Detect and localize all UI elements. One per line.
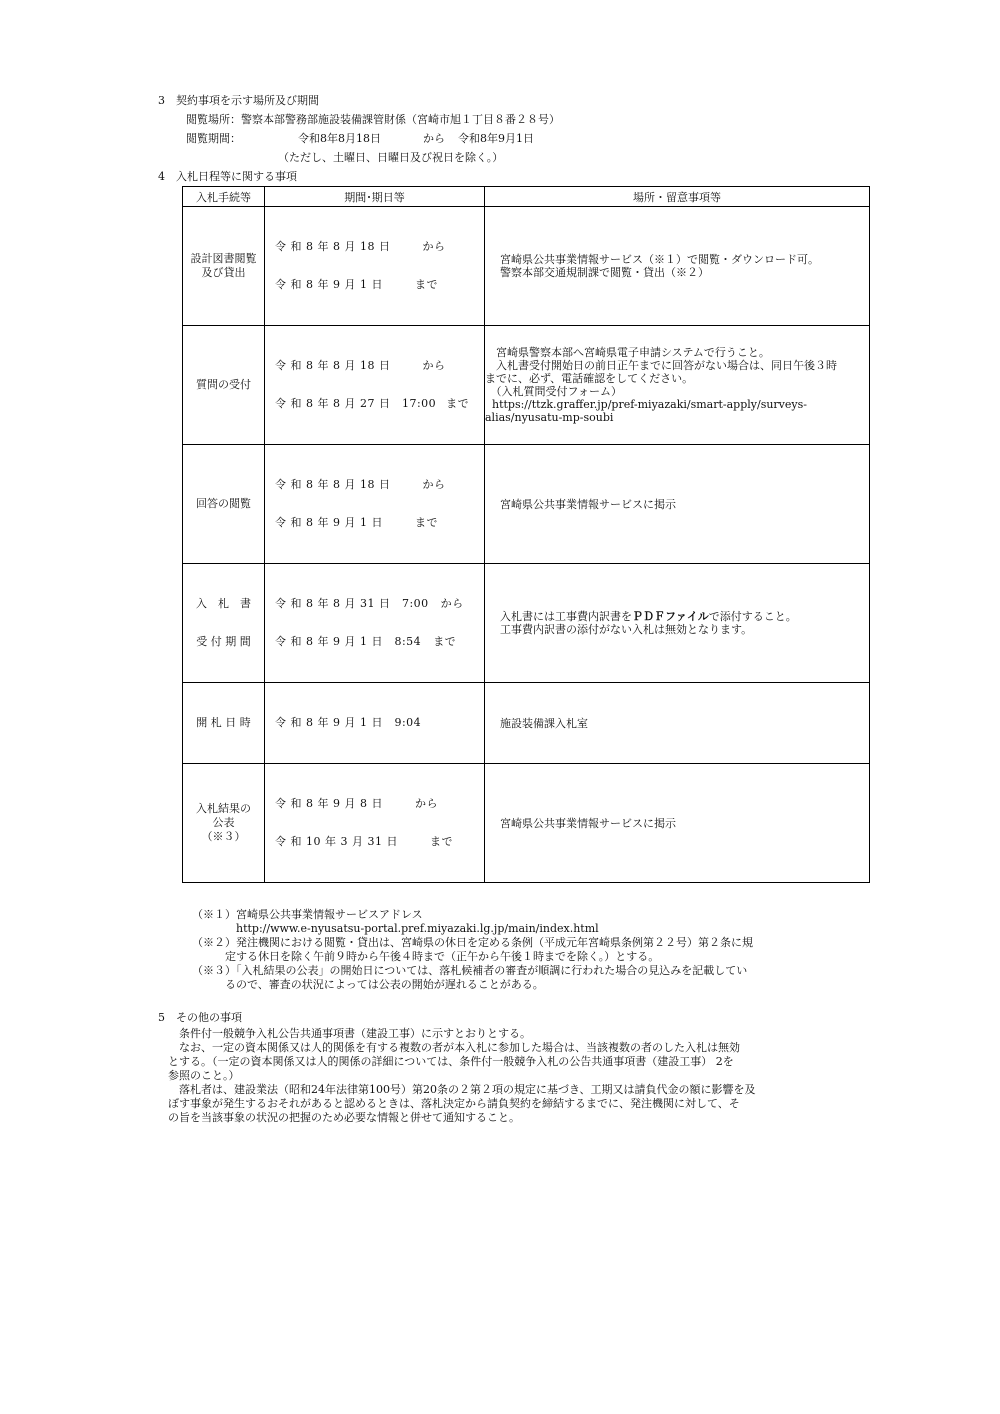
period-cell: 令 和 8 年 9 月 1 日 9:04 bbox=[265, 683, 485, 764]
procedure-cell: 設計図書閲覧 及び貸出 bbox=[183, 207, 265, 326]
notes-cell: 宮崎県公共事業情報サービスに掲示 bbox=[485, 445, 870, 564]
period-cell: 令 和 8 年 8 月 31 日 7:00 から 令 和 8 年 9 月 1 日 8:54 まで bbox=[265, 564, 485, 683]
table-row bbox=[183, 207, 870, 326]
notes-cell: 施設装備課入札室 bbox=[485, 683, 870, 764]
schedule-header-row bbox=[183, 187, 870, 207]
procedure-cell: 質問の受付 bbox=[183, 326, 265, 445]
section3-heading: 3 契約事項を示す場所及び期間 bbox=[158, 94, 319, 107]
notes-cell: 入札書には工事費内訳書をＰＤＦファイルで添付すること。 工事費内訳書の添付がない入札は無効となります。 bbox=[485, 564, 870, 683]
table-row bbox=[183, 445, 870, 564]
inspection-period-note: （ただし、土曜日、日曜日及び祝日を除く。） bbox=[278, 151, 504, 164]
inspection-period-to: 令和8年9月1日 bbox=[458, 132, 534, 145]
header-notes: 場所・留意事項等 bbox=[485, 187, 870, 207]
procedure-cell: 入札結果の 公表 （※３） bbox=[183, 764, 265, 883]
procedure-cell: 回答の閲覧 bbox=[183, 445, 265, 564]
notes-cell: 宮崎県警察本部へ宮崎県電子申請システムで行うこと。 入札書受付開始日の前日正午までに回答がない場合は、同日午後３時 までに、必ず、電話確認をしてください。 （入札質問受付フォーム） https://ttzk.graffer.jp/pref-miyazaki/smart-apply/surveys- alias/nyusatu-mp-soubi bbox=[485, 326, 870, 445]
period-cell: 令 和 8 年 8 月 18 日 から 令 和 8 年 9 月 1 日 まで bbox=[265, 445, 485, 564]
table-row bbox=[183, 326, 870, 445]
footnote-1-url[interactable]: http://www.e-nyusatsu-portal.pref.miyazaki.lg.jp/main/index.html bbox=[192, 922, 599, 935]
section5-line: 落札者は、建設業法（昭和24年法律第100号）第20条の２第２項の規定に基づき、工期又は請負代金の額に影響を及 bbox=[168, 1083, 756, 1096]
header-procedure: 入札手続等 bbox=[183, 187, 265, 207]
procedure-cell: 入 札 書 受 付 期 間 bbox=[183, 564, 265, 683]
section5-heading: 5 その他の事項 bbox=[158, 1011, 242, 1024]
schedule-table bbox=[182, 186, 870, 883]
pdf-emphasis: ＰＤＦファイル bbox=[632, 610, 709, 623]
period-cell: 令 和 8 年 9 月 8 日 から 令 和 10 年 3 月 31 日 まで bbox=[265, 764, 485, 883]
inspection-period-sep: から bbox=[423, 132, 445, 145]
inspection-period-label: 閲覧期間： bbox=[186, 132, 241, 145]
section5-line: なお、一定の資本関係又は人的関係を有する複数の者が本入札に参加した場合は、当該複数の者のした入札は無効 bbox=[168, 1041, 740, 1054]
notes-cell: 宮崎県公共事業情報サービスに掲示 bbox=[485, 764, 870, 883]
footnote-2-cont: 定する休日を除く午前９時から午後４時まで（正午から午後１時までを除く。）とする。 bbox=[192, 950, 660, 963]
inquiry-form-url[interactable]: https://ttzk.graffer.jp/pref-miyazaki/smart-apply/surveys- bbox=[485, 398, 807, 411]
section5-line: の旨を当該事象の状況の把握のため必要な情報と併せて通知すること。 bbox=[168, 1111, 520, 1124]
section5-line: 参照のこと。） bbox=[168, 1069, 240, 1082]
section5-line: 条件付一般競争入札公告共通事項書（建設工事）に示すとおりとする。 bbox=[168, 1027, 531, 1040]
section5-line: とする。（一定の資本関係又は人的関係の詳細については、条件付一般競争入札の公告共通事項書（建設工事） 2を bbox=[168, 1055, 734, 1068]
footnote-2: （※２）発注機関における閲覧・貸出は、宮崎県の休日を定める条例（平成元年宮崎県条例第２２号）第２条に規 bbox=[192, 936, 753, 949]
inquiry-form-url-cont[interactable]: alias/nyusatu-mp-soubi bbox=[485, 411, 614, 424]
header-period: 期間･期日等 bbox=[265, 187, 485, 207]
footnote-3: （※３）「入札結果の公表」の開始日については、落札候補者の審査が順調に行われた場合の見込みを記載してい bbox=[192, 964, 748, 977]
inspection-place-value: 警察本部警務部施設装備課管財係（宮崎市旭１丁目８番２８号） bbox=[241, 113, 560, 126]
inspection-place bbox=[186, 113, 560, 127]
footnote-3-cont: るので、審査の状況によっては公表の開始が遅れることがある。 bbox=[192, 978, 544, 991]
table-row bbox=[183, 764, 870, 883]
inspection-place-label: 閲覧場所： bbox=[186, 113, 241, 126]
section4-heading: 4 入札日程等に関する事項 bbox=[158, 170, 297, 183]
period-cell: 令 和 8 年 8 月 18 日 から 令 和 8 年 9 月 1 日 まで bbox=[265, 207, 485, 326]
section5-line: ぼす事象が発生するおそれがあると認めるときは、落札決定から請負契約を締結するまでに、発注機関に対して、そ bbox=[168, 1097, 740, 1110]
procedure-cell: 開 札 日 時 bbox=[183, 683, 265, 764]
table-row bbox=[183, 564, 870, 683]
table-row bbox=[183, 683, 870, 764]
inspection-period-from: 令和8年8月18日 bbox=[298, 132, 381, 145]
notes-cell: 宮崎県公共事業情報サービス（※１）で閲覧・ダウンロード可。 警察本部交通規制課で閲覧・貸出（※２） bbox=[485, 207, 870, 326]
footnote-1: （※１）宮崎県公共事業情報サービスアドレス bbox=[192, 908, 423, 921]
period-cell: 令 和 8 年 8 月 18 日 から 令 和 8 年 8 月 27 日 17:00 まで bbox=[265, 326, 485, 445]
